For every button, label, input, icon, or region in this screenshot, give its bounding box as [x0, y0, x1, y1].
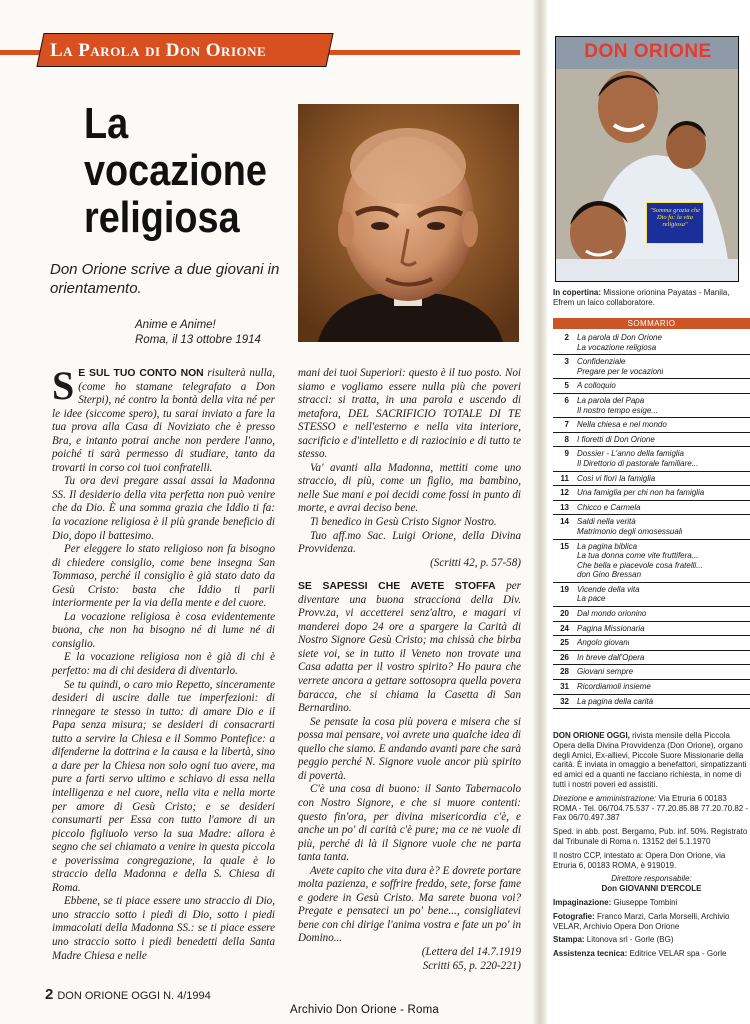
sommario-entry-line: Vicende della vita [577, 584, 640, 594]
title-line-3: religiosa [84, 193, 240, 242]
sommario-entry-line: Che bella e piacevole cosa fratelli... [577, 560, 703, 570]
dateline [135, 318, 280, 348]
reference-2a: (Lettera del 14.7.1919 [421, 945, 521, 958]
sommario-entry [577, 542, 703, 580]
sommario-entry [577, 517, 682, 536]
sommario-entry [577, 435, 655, 445]
sommario-row [553, 331, 750, 355]
cover-image [555, 36, 739, 282]
sommario-page-number: 8 [564, 434, 569, 444]
paragraph-5: E la vocazione religiosa non è già di chi è perfetto: ma di chi desidera di diventarlo. [52, 651, 275, 678]
article-column-2 [298, 367, 521, 973]
impaginazione-label: Impaginazione: [553, 897, 612, 907]
impaginazione-text: Giuseppe Tombini [611, 897, 678, 907]
sommario-entry-line: don Gino Bressan [577, 570, 642, 580]
paragraph-3: Per eleggere lo stato religioso non fa bisogno di chiedere consiglio, come bene insegna San Tommaso, perché il consiglio è già stato dato da Gesù Cristo: basta che Iddio ti parli interiormente per la via della mente e del cuore. [52, 543, 275, 610]
masthead-info [553, 731, 750, 963]
direzione-label: Direzione e amministrazione: [553, 793, 657, 803]
masthead-description-text: rivista mensile della Piccola Opera della Divina Provvidenza (Don Orione), organo degli Amici, Ex-allievi, Piccole Suore Missionarie della carità. È inviata in omaggio a benefattori, simpatizzanti ed amici ed a quanti ne facciano richiesta, in nome di tutti i nostri poveri ed assistiti. [553, 731, 747, 789]
sommario-row [553, 447, 750, 471]
sommario-page-number: 19 [560, 584, 569, 594]
sommario-row [553, 515, 750, 539]
page-number: 2 [45, 986, 54, 1003]
sommario-entry [577, 609, 646, 619]
sommario-row [553, 433, 750, 448]
cover-photo [556, 37, 739, 282]
paragraph-4: La vocazione religiosa è cosa evidentemente buona, che non ha bisogno né di lume né di consiglio. [52, 610, 275, 650]
sommario-page-number: 11 [560, 473, 569, 483]
sommario-page-number: 32 [560, 696, 569, 706]
sommario-entry-line: Pagina Missionaria [577, 623, 645, 633]
letter2-paragraph-1-text: per diventare una buona stracciona della Div. Provv.za, vi accetterei senz'altro, e magari vi manderei dopo 24 ore a spargere la Carità di Nostro Signore Gesù Cristo; ma chissà che birba siete voi, se in tutto il Veneto non trovate una Casa adatta per il vostro spirito? Ho paura che verrete ancora a gettare sottosopra quella povera baracca, che si chiama la Casetta di San Bernardino. [298, 580, 522, 715]
fotografie-label: Fotografie: [553, 911, 595, 921]
sommario-entry-line: La pagina della carità [577, 696, 654, 706]
sommario-row [553, 583, 750, 607]
sommario-page-number: 28 [560, 667, 569, 677]
sommario-entry-line: A colloquio [577, 381, 616, 391]
sommario-entry [577, 653, 644, 663]
sommario-page-number: 26 [560, 652, 569, 662]
sommario-entry [577, 381, 616, 391]
sommario-entry [577, 503, 641, 513]
responsabile-label: Direttore responsabile: [611, 874, 692, 884]
sommario-page-number: 25 [560, 638, 569, 648]
sommario-page-number: 7 [564, 420, 569, 430]
paragraph-9: Ti benedico in Gesù Cristo Signor Nostro. [310, 516, 497, 529]
sommario-entry-line: I fioretti di Don Orione [577, 434, 655, 444]
sommario-entry-line: Così vi fiorì la famiglia [577, 473, 656, 483]
cover-caption-label: In copertina: [553, 288, 602, 297]
paragraph-2: Tu ora devi pregare assai assai la Madonna SS. Il desiderio della vita perfetta non può venire che da Dio. È una somma grazia che Iddio ti fa: la vocazione religiosa è il più grande beneficio di Dio, dopo il battesimo. [52, 475, 275, 542]
sommario-row [553, 651, 750, 666]
sommario-page-number: 24 [560, 623, 569, 633]
sommario-entry-line: Chicco e Carmela [577, 502, 641, 512]
sommario-entry-line: Dal mondo orionino [577, 609, 647, 619]
masthead-assistenza [553, 949, 750, 959]
sommario-page-number: 6 [564, 395, 569, 405]
sommario-page-number: 5 [564, 381, 569, 391]
sommario-entry-line: Ricordiamoli insieme [577, 682, 651, 692]
sommario-page-number: 31 [560, 682, 569, 692]
sommario-row [553, 680, 750, 695]
sommario-row [553, 636, 750, 651]
right-page [547, 0, 750, 1024]
sommario-entry-line: Nella chiesa e nel mondo [577, 420, 667, 430]
sommario-entry-line: Confidenziale [577, 357, 626, 367]
stampa-text: Litonova srl - Gorle (BG) [584, 935, 674, 945]
reference-1: (Scritti 42, p. 57-58) [430, 556, 521, 569]
reference-2b: Scritti 65, p. 220-221) [422, 959, 521, 972]
masthead-stampa [553, 935, 750, 945]
cover-caption-text: Missione orionina Payatas - Manila, Efrem un laico collaboratore. [553, 288, 730, 307]
portrait-illustration [298, 104, 519, 342]
cover-caption [553, 288, 750, 308]
title-line-1: La [84, 99, 129, 148]
paragraph-10: Tuo aff.mo Sac. Luigi Orione, della Divina Provvidenza. [298, 529, 521, 556]
sommario-entry [577, 474, 655, 484]
title-line-2: vocazione [84, 146, 267, 195]
sommario-entry [577, 667, 633, 677]
sommario-entry [577, 357, 663, 376]
letter2-paragraph-3: C'è una cosa di buono: il Santo Tabernacolo con Nostro Signore, e che si muore contenti: questo fin'ora, per divina misericordia c'è, e anche un po' di carità c'è pure; ma ce ne vuole di più, perché di là il Signore vuole che ne parta tanta tanta. [298, 783, 521, 864]
stampa-label: Stampa: [553, 935, 585, 945]
sommario-entry-line: La tua donna come vite fruttifera... [577, 551, 699, 561]
sommario-row [553, 501, 750, 516]
sommario-heading: SOMMARIO [553, 318, 750, 329]
paragraph-1 [52, 363, 275, 475]
sommario-entry [577, 585, 640, 604]
paragraph-1-text: risulterà nulla, (come ho stamane telegrafato a Don Sterpi), né contro la bontà della vita né per le idee (siccome spero), tu sarai inviato a fare la tua prova alla Casa di Noviziato che è presso Bra, e intanto potrai anche non perdere l'anno, poiché ti sarà permesso di studiare, tanto da trovarti in corso coi tuoi confratelli. [52, 367, 275, 474]
dateline-place-date: Roma, il 13 ottobre 1914 [135, 334, 261, 346]
letter2-paragraph-2: Se pensate la cosa più povera e misera che si possa mai pensare, voi avrete una qualche idea di quello che siamo. E andando avanti pare che sarà peggio perché N. Signore vuole ancor più spirito di povertà. [298, 715, 521, 782]
sommario-entry-line: La pace [577, 594, 606, 604]
sommario-page-number: 20 [560, 609, 569, 619]
sommario-entry [577, 697, 653, 707]
direzione-text: Via Etruria 6 00183 ROMA - Tel. 06/704.75.537 - 77.20.85.88 77.20.70.82 - Fax 06/70.497.387 [553, 793, 749, 823]
letter2-paragraph-1 [298, 580, 521, 715]
masthead-impaginazione [553, 898, 750, 908]
masthead-direzione [553, 794, 750, 823]
dateline-greeting: Anime e Anime! [135, 319, 216, 331]
masthead-ccp: Il nostro CCP, intestato a: Opera Don Orione, via Etruria 6, 00183 ROMA, è 919019. [553, 850, 726, 870]
sommario-entry-line: La vocazione religiosa [577, 342, 657, 352]
masthead-description [553, 731, 750, 790]
masthead-responsabile [553, 874, 750, 894]
sommario-entry-line: La parola del Papa [577, 395, 645, 405]
assistenza-label: Assistenza tecnica: [553, 949, 628, 959]
sommario-entry [577, 624, 645, 634]
article-intro: Don Orione scrive a due giovani in orientamento. [50, 261, 280, 297]
page-footer [45, 986, 211, 1003]
letter2-lead-in-caps: SE SAPESSI CHE AVETE STOFFA [298, 581, 496, 593]
sommario-entry-line: Pregare per le vocazioni [577, 366, 664, 376]
sommario-entry [577, 420, 667, 430]
sommario-entry [577, 638, 629, 648]
article-title [84, 100, 265, 241]
letter2-paragraph-4: Avete capito che vita dura è? E dovrete portare molta pazienza, e soffrire freddo, sete, forse fame e godere in Gesù Cristo. Ma sarete buona voi? Pregate e pensateci un po' bene..., consigliatevi bene con chi dirige l'anima vostra e fate un po' in Domino... [298, 864, 521, 945]
sommario-entry-line: In breve dall'Opera [577, 652, 645, 662]
sommario-entry-line: Una famiglia per chi non ha famiglia [577, 488, 705, 498]
sommario-page-number: 3 [564, 357, 569, 367]
footer-issue: DON ORIONE OGGI N. 4/1994 [57, 990, 211, 1002]
paragraph-7: Ebbene, se ti piace essere uno straccio di Dio, uno straccio sotto i piedi di Dio, sotto i piedi immacolati della Madonna SS.: se ti piace essere uno straccio sotto i piedi benedetti della Santa Madre Chiesa e nelle [52, 895, 275, 962]
sommario-entry-line: Saldi nella verità [577, 517, 636, 527]
sommario-entry-line: La parola di Don Orione [577, 333, 662, 342]
sommario-entry [577, 488, 704, 498]
sommario-row [553, 355, 750, 379]
sommario-entry-line: Il Direttorio di pastorale familiare... [577, 458, 699, 468]
responsabile-name: Don GIOVANNI D'ERCOLE [601, 884, 702, 894]
sommario-row [553, 540, 750, 583]
sommario-row [553, 379, 750, 394]
sommario-entry [577, 449, 698, 468]
sommario-page-number: 9 [564, 449, 569, 459]
sommario-row [553, 695, 750, 710]
archive-watermark: Archivio Don Orione - Roma [290, 1004, 440, 1016]
cover-title: DON ORIONE [584, 41, 712, 62]
sommario-page-number: 13 [560, 502, 569, 512]
paragraph-8: Va' avanti alla Madonna, mettiti come uno straccio, di più, come un figlio, ma bambino, nelle Sue mani e poi decidi come fossi in punto di morte, e avrai deciso bene. [298, 461, 521, 515]
sommario-row [553, 665, 750, 680]
sommario-entry-line: Giovani sempre [577, 667, 634, 677]
sommario-row [553, 394, 750, 418]
sommario-entry-line: La pagina biblica [577, 541, 638, 551]
sommario-page-number: 2 [564, 333, 569, 342]
sommario-entry [577, 396, 658, 415]
article-column-1 [52, 363, 275, 963]
sommario-entry [577, 682, 651, 692]
lead-in-caps: E SUL TUO CONTO NON [78, 368, 204, 379]
cover-sticker: "Somma grazia che Dio fa: la vita religiosa" [646, 202, 704, 244]
sommario-entry-line: Il nostro tempo esige... [577, 405, 658, 415]
sommario-row [553, 622, 750, 637]
sommario-entry [577, 333, 662, 352]
assistenza-text: Editrice VELAR spa - Gorle [627, 949, 727, 959]
sommario-page-number: 15 [560, 541, 569, 551]
sommario-row [553, 486, 750, 501]
sommario-entry-line: Dossier - L'anno della famiglia [577, 449, 684, 459]
paragraph-7-cont: mani dei tuoi Superiori: questo è il tuo posto. Noi siamo e vogliamo essere nulla più che poveri stracci: si tratta, in una parola e uscendo di metafora, DEL SACRIFICIO TOTALE DI TE STESSO e nell'esterno e nella vita interiore, sacrificio e d'intelletto e di raziocinio e di tutto te stesso. [298, 367, 521, 461]
drop-cap: S [52, 363, 75, 408]
sommario-row [553, 607, 750, 622]
sommario-entry-line: Angolo giovani [577, 638, 630, 648]
masthead-name: DON ORIONE OGGI, [553, 731, 630, 740]
sommario-row [553, 418, 750, 433]
sommario-page-number: 14 [560, 517, 569, 527]
sommario-entry-line: Matrimonio degli omosessuali [577, 526, 683, 536]
sommario-page-number: 12 [560, 488, 569, 498]
masthead-spedizione: Sped. in abb. post. Bergamo, Pub. inf. 50%. Registrato dal Tribunale di Roma n. 13152 del 5.1.1970 [553, 827, 748, 846]
sommario-list [553, 331, 750, 709]
rubric-title: La Parola di Don Orione [50, 40, 267, 61]
masthead-fotografie [553, 912, 750, 932]
paragraph-6: Se tu quindi, o caro mio Repetto, sinceramente desideri di uscire dalle tue imperfezioni: di rinnegare te stesso in tutto: di amare Dio e il Papa senza misura; se desideri di consacrarti tutto a servire la Chiesa e il Sommo Pontefice: a difenderne la dottrina e la causa e la libertà, sino a dare per la Chiesa non solo ogni tuo avere, ma pure a farti servo ultimo e schiavo di essa nella intelligenza e nel cuore, nella vita e nella morte per amore di Gesù Cristo; e se desideri consumarti per Essa con tutto l'amore di un piccolo figliuolo verso la sua Madre: allora è segno che sei chiamato a venire in questa piccola e poverissima congregazione, la quale è lo straccio della Madonna e della S. Chiesa di Roma. [52, 678, 275, 894]
fotografie-text: Franco Marzi, Carla Morselli, Archivio VELAR, Archivio Opera Don Orione [553, 911, 730, 931]
sommario-row [553, 472, 750, 487]
portrait-image [298, 104, 519, 342]
page-gutter [533, 0, 547, 1024]
